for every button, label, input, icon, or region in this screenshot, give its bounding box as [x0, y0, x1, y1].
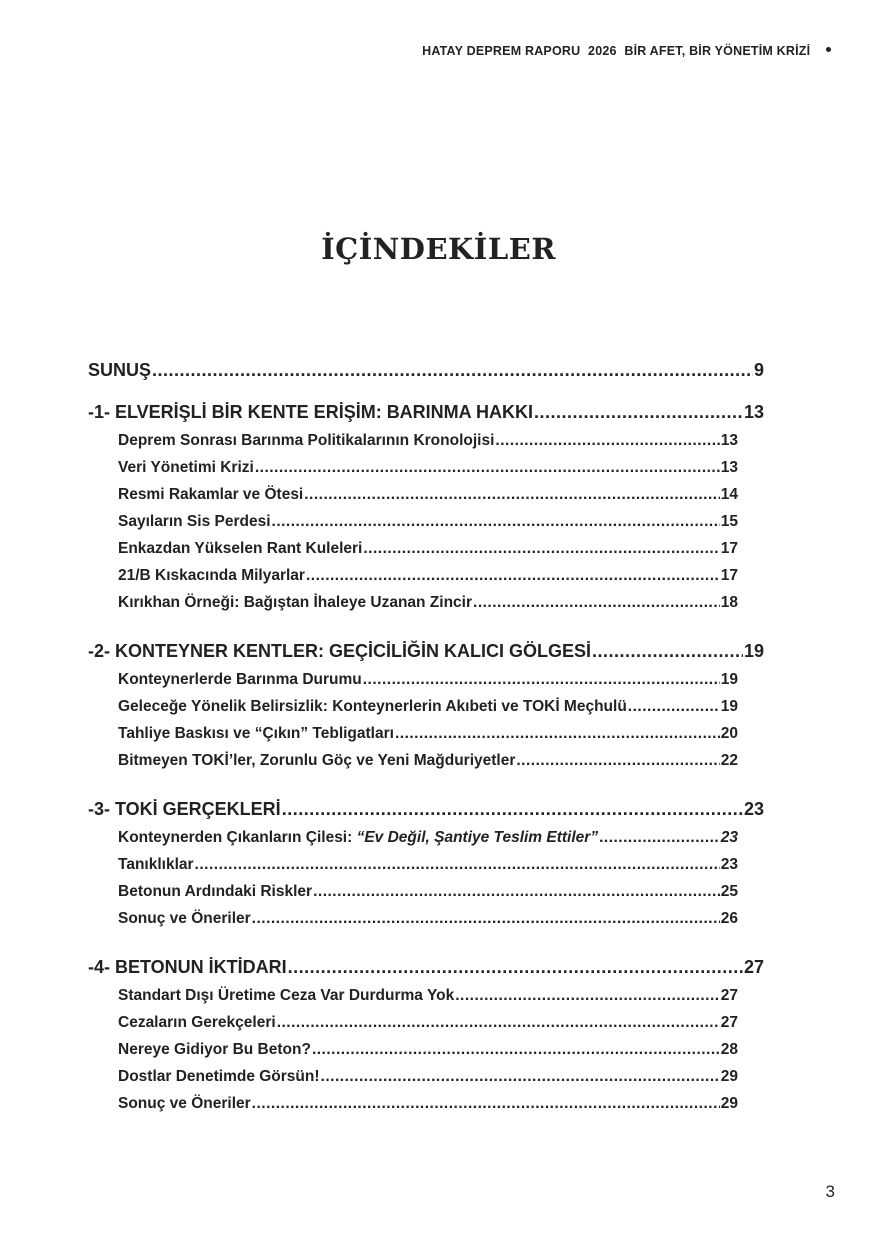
header-year: 2026	[588, 44, 617, 58]
toc-item-label: Sonuç ve Öneriler	[118, 1095, 251, 1112]
toc-item[interactable]	[118, 1014, 738, 1041]
toc-item-page: 15	[720, 513, 738, 530]
toc-item[interactable]	[118, 513, 738, 540]
toc-item[interactable]	[118, 432, 738, 459]
toc-chapter-label: -4- BETONUN İKTİDARI	[88, 957, 287, 977]
toc-item[interactable]	[118, 671, 738, 698]
toc-item-page: 19	[720, 698, 738, 715]
toc-item-label: Deprem Sonrası Barınma Politikalarının Kronolojisi	[118, 432, 495, 449]
dot-leader	[592, 641, 743, 662]
toc-item-label-quote: “Ev Değil, Şantiye Teslim Ettiler”	[356, 829, 599, 846]
toc-item[interactable]	[118, 567, 738, 594]
toc-item-page: 29	[720, 1095, 738, 1112]
toc-item-page: 27	[720, 987, 738, 1004]
toc-item-label: Enkazdan Yükselen Rant Kuleleri	[118, 540, 363, 557]
toc-item-label: Resmi Rakamlar ve Ötesi	[118, 486, 304, 503]
toc-item[interactable]	[118, 698, 738, 725]
toc-item-page: 22	[720, 752, 738, 769]
dot-leader	[312, 1041, 720, 1059]
dot-leader	[628, 698, 720, 716]
toc-entry-page: 9	[753, 360, 764, 380]
toc-item-page: 19	[720, 671, 738, 688]
dot-leader	[455, 987, 720, 1005]
dot-leader	[395, 725, 720, 743]
toc-item-page: 27	[720, 1014, 738, 1031]
dot-leader	[252, 1095, 720, 1113]
toc-item[interactable]	[118, 987, 738, 1014]
toc-item-label: Betonun Ardındaki Riskler	[118, 883, 313, 900]
toc-chapter-page: 19	[743, 641, 764, 661]
header-report-title: HATAY DEPREM RAPORU	[422, 44, 581, 58]
toc-item-page: 25	[720, 883, 738, 900]
dot-leader	[288, 957, 743, 978]
dot-leader	[534, 402, 743, 423]
dot-leader	[321, 1068, 720, 1086]
toc-item[interactable]	[118, 752, 738, 779]
toc-item[interactable]	[118, 883, 738, 910]
toc-chapter-2[interactable]	[88, 641, 764, 671]
toc-item[interactable]	[118, 459, 738, 486]
toc-item[interactable]	[118, 1068, 738, 1095]
toc-item-page: 23	[720, 829, 738, 846]
toc-chapter-4[interactable]	[88, 957, 764, 987]
page-title: İÇİNDEKİLER	[321, 232, 556, 266]
dot-leader	[152, 360, 753, 381]
toc-entry-label: SUNUŞ	[88, 360, 152, 380]
dot-leader	[282, 799, 743, 820]
toc-item-page: 18	[720, 594, 738, 611]
bullet-icon	[826, 47, 831, 52]
toc-chapter-page: 13	[743, 402, 764, 422]
toc-item[interactable]	[118, 910, 738, 937]
toc-chapter-label: -1- ELVERİŞLİ BİR KENTE ERİŞİM: BARINMA HAKKI	[88, 402, 534, 422]
dot-leader	[195, 856, 720, 874]
toc-entry-sunus[interactable]	[88, 360, 764, 390]
dot-leader	[272, 513, 720, 531]
toc-item[interactable]	[118, 1095, 738, 1122]
toc-item-page: 29	[720, 1068, 738, 1085]
toc-item-label: Konteynerlerde Barınma Durumu	[118, 671, 362, 688]
toc-item-page: 23	[720, 856, 738, 873]
toc-item-label: Bitmeyen TOKİ’ler, Zorunlu Göç ve Yeni Mağduriyetler	[118, 752, 516, 769]
toc-item[interactable]	[118, 486, 738, 513]
dot-leader	[599, 829, 720, 847]
dot-leader	[473, 594, 720, 612]
toc-item[interactable]	[118, 594, 738, 621]
dot-leader	[306, 567, 720, 585]
toc-item-page: 17	[720, 540, 738, 557]
toc-item-page: 20	[720, 725, 738, 742]
toc-item-page: 26	[720, 910, 738, 927]
toc-item-label: Kırıkhan Örneği: Bağıştan İhaleye Uzanan Zincir	[118, 594, 473, 611]
toc-item-label: Tahliye Baskısı ve “Çıkın” Tebligatları	[118, 725, 394, 742]
toc-item-page: 17	[720, 567, 738, 584]
toc-item-label: Sonuç ve Öneriler	[118, 910, 251, 927]
dot-leader	[313, 883, 720, 901]
dot-leader	[495, 432, 719, 450]
toc-item-label: 21/B Kıskacında Milyarlar	[118, 567, 305, 584]
toc-item[interactable]	[118, 540, 738, 567]
toc-item-page: 13	[720, 432, 738, 449]
toc-item-label: Standart Dışı Üretime Ceza Var Durdurma Yok	[118, 987, 455, 1004]
running-header	[422, 44, 831, 58]
toc-chapter-page: 23	[743, 799, 764, 819]
toc-item[interactable]	[118, 856, 738, 883]
toc-item-label	[118, 829, 598, 847]
toc-item-label: Nereye Gidiyor Bu Beton?	[118, 1041, 311, 1058]
dot-leader	[304, 486, 720, 504]
toc-item-label-text: Konteynerden Çıkanların Çilesi:	[118, 829, 353, 846]
dot-leader	[516, 752, 719, 770]
toc-item-label: Dostlar Denetimde Görsün!	[118, 1068, 320, 1085]
header-subtitle: BİR AFET, BİR YÖNETİM KRİZİ	[624, 44, 811, 58]
toc-item-page: 28	[720, 1041, 738, 1058]
toc-chapter-page: 27	[743, 957, 764, 977]
dot-leader	[363, 671, 720, 689]
toc-chapter-label: -3- TOKİ GERÇEKLERİ	[88, 799, 281, 819]
toc-item[interactable]	[118, 1041, 738, 1068]
dot-leader	[255, 459, 720, 477]
toc-item-page: 13	[720, 459, 738, 476]
table-of-contents	[88, 360, 778, 1122]
toc-item-page: 14	[720, 486, 738, 503]
dot-leader	[252, 910, 720, 928]
toc-chapter-1[interactable]	[88, 402, 764, 432]
page-number: 3	[825, 1182, 835, 1201]
toc-chapter-3[interactable]	[88, 799, 764, 829]
dot-leader	[363, 540, 719, 558]
toc-item-label: Cezaların Gerekçeleri	[118, 1014, 276, 1031]
toc-item[interactable]	[118, 725, 738, 752]
toc-item-label: Geleceğe Yönelik Belirsizlik: Konteynerlerin Akıbeti ve TOKİ Meçhulü	[118, 698, 627, 715]
toc-item[interactable]	[118, 829, 738, 856]
toc-chapter-label: -2- KONTEYNER KENTLER: GEÇİCİLİĞİN KALICI GÖLGESİ	[88, 641, 592, 661]
dot-leader	[277, 1014, 720, 1032]
toc-item-label: Tanıklıklar	[118, 856, 194, 873]
toc-item-label: Sayıların Sis Perdesi	[118, 513, 271, 530]
toc-item-label: Veri Yönetimi Krizi	[118, 459, 254, 476]
